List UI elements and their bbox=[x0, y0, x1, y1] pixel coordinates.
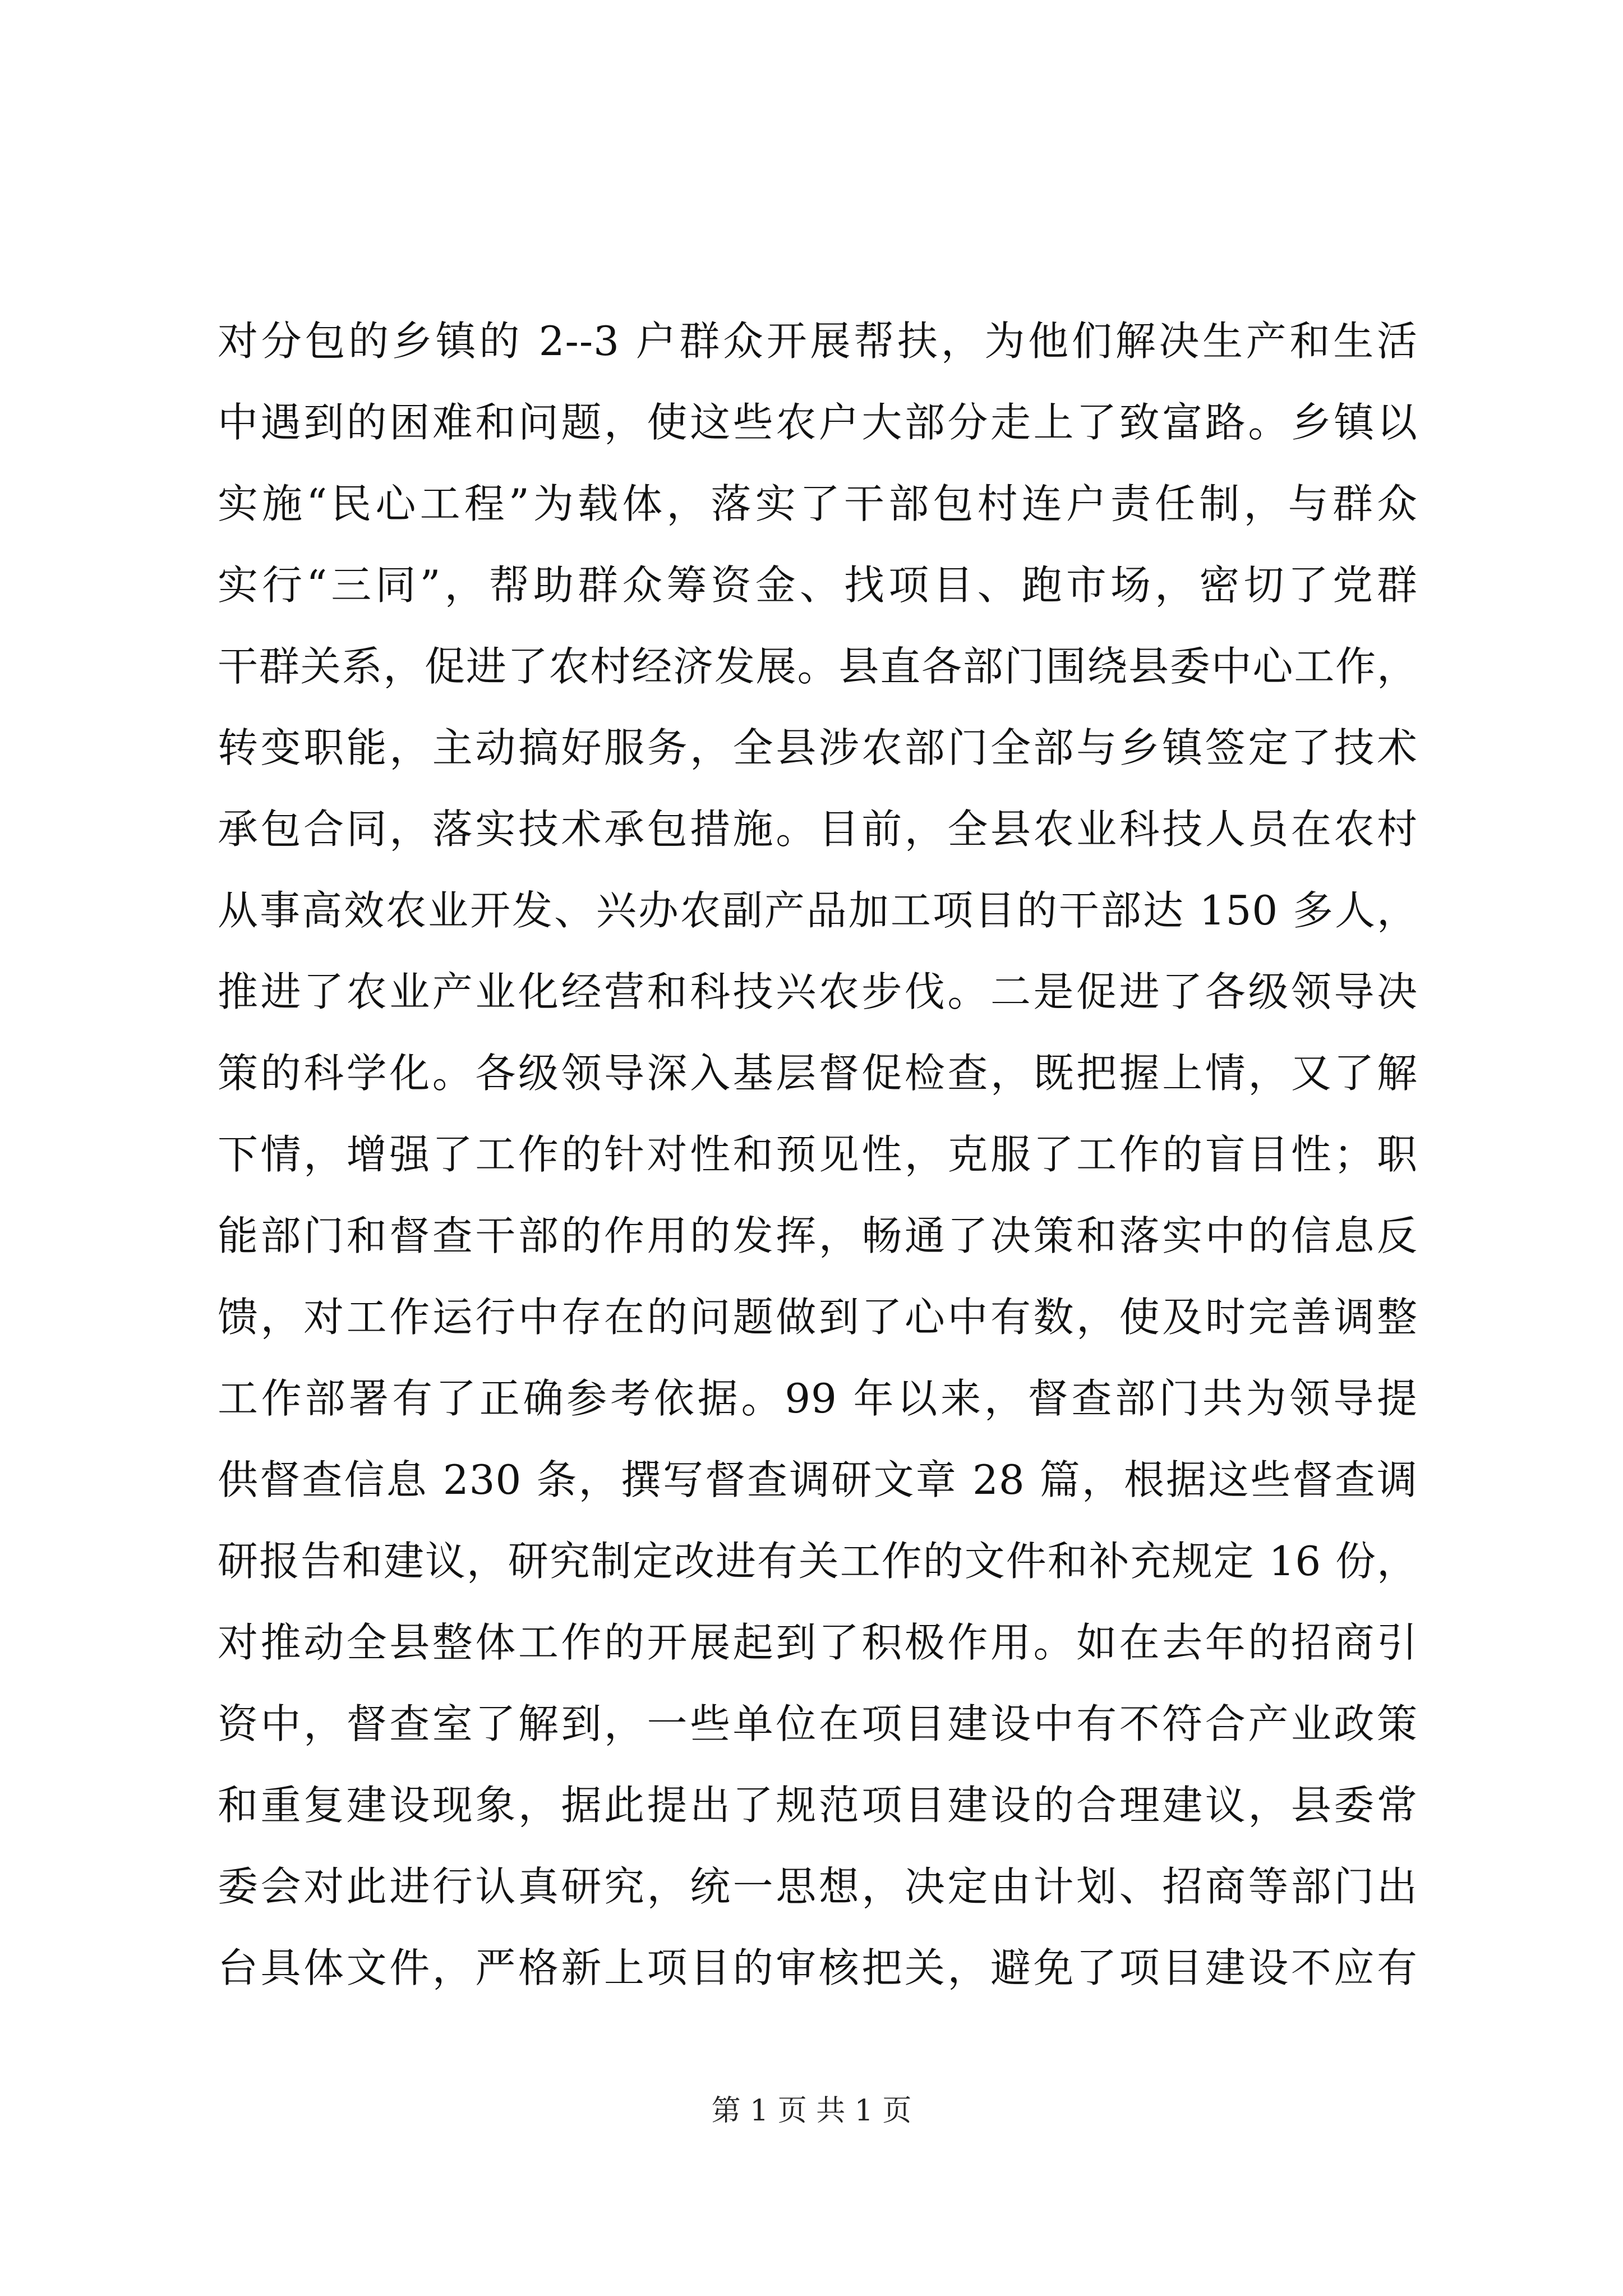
text-line: 和重复建设现象，据此提出了规范项目建设的合理建议，县委常 bbox=[218, 1782, 1418, 1829]
text-line: 下情，增强了工作的针对性和预见性，克服了工作的盲目性；职 bbox=[218, 1131, 1418, 1178]
text-line: 资中，督查室了解到，一些单位在项目建设中有不符合产业政策 bbox=[218, 1700, 1418, 1747]
text-line: 供督查信息 230 条，撰写督查调研文章 28 篇，根据这些督查调 bbox=[218, 1456, 1418, 1503]
text-line: 干群关系，促进了农村经济发展。县直各部门围绕县委中心工作， bbox=[218, 643, 1418, 690]
document-body bbox=[218, 301, 1418, 2009]
text-line: 对分包的乡镇的 2--3 户群众开展帮扶，为他们解决生产和生活 bbox=[218, 318, 1418, 365]
page-footer bbox=[0, 2091, 1623, 2131]
text-line: 对推动全县整体工作的开展起到了积极作用。如在去年的招商引 bbox=[218, 1619, 1418, 1666]
text-line: 能部门和督查干部的作用的发挥，畅通了决策和落实中的信息反 bbox=[218, 1212, 1418, 1259]
text-line: 承包合同，落实技术承包措施。目前，全县农业科技人员在农村 bbox=[218, 806, 1418, 853]
text-line: 研报告和建议，研究制定改进有关工作的文件和补充规定 16 份， bbox=[218, 1538, 1418, 1585]
text-line: 工作部署有了正确参考依据。99 年以来，督查部门共为领导提 bbox=[218, 1375, 1418, 1422]
text-line: 转变职能，主动搞好服务，全县涉农部门全部与乡镇签定了技术 bbox=[218, 724, 1418, 771]
text-line: 委会对此进行认真研究，统一思想，决定由计划、招商等部门出 bbox=[218, 1863, 1418, 1910]
text-line: 馈，对工作运行中存在的问题做到了心中有数，使及时完善调整 bbox=[218, 1294, 1418, 1341]
text-line: 策的科学化。各级领导深入基层督促检查，既把握上情，又了解 bbox=[218, 1050, 1418, 1097]
page-number-label: 第 1 页 共 1 页 bbox=[711, 2094, 912, 2128]
text-line: 实行“三同”，帮助群众筹资金、找项目、跑市场，密切了党群 bbox=[218, 562, 1418, 609]
text-line: 实施“民心工程”为载体，落实了干部包村连户责任制，与群众 bbox=[218, 480, 1418, 527]
text-line: 从事高效农业开发、兴办农副产品加工项目的干部达 150 多人， bbox=[218, 887, 1418, 934]
text-line: 推进了农业产业化经营和科技兴农步伐。二是促进了各级领导决 bbox=[218, 968, 1418, 1015]
text-line: 中遇到的困难和问题，使这些农户大部分走上了致富路。乡镇以 bbox=[218, 399, 1418, 446]
text-line: 台具体文件，严格新上项目的审核把关，避免了项目建设不应有 bbox=[218, 1944, 1418, 1991]
